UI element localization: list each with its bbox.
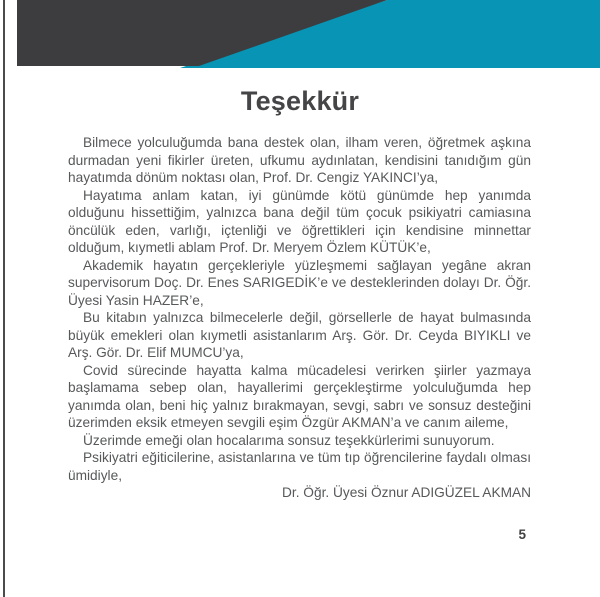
paragraph: Covid sürecinde hayatta kalma mücadelesi verirken şiirler yazmaya başlamama sebep olan, hayallerimi gerçekleştirme yolculuğumda hep yanımda olan, beni hiç yalnız bırakmayan, sevgi, sabrı ve sonsuz desteğini üzerimden eksik etmeyen sevgili eşim Özgür AKMAN’a ve canım aileme, <box>68 362 531 430</box>
author-signature: Dr. Öğr. Üyesi Öznur ADIGÜZEL AKMAN <box>282 485 531 500</box>
acknowledgments-text <box>68 134 531 502</box>
paragraph: Bilmece yolculuğumda bana destek olan, ilham veren, öğretmek aşkına durmadan yeni fikirler üreten, ufkumu aydınlatan, kendisini tanıdığım gün hayatımda dönüm noktası olan, Prof. Dr. Cengiz YAKINCI’ya, <box>68 135 531 185</box>
paragraph: Üzerimde emeği olan hocalarıma sonsuz teşekkürlerimi sunuyorum. <box>83 432 495 448</box>
header-banner <box>0 0 600 68</box>
paragraph: Hayatıma anlam katan, iyi günümde kötü günümde hep yanımda olduğunu hissettiğim, yalnızca bana değil tüm çocuk psikiyatri camiasına öncülük eden, varlığı, içtenliği ve öğrettikleri için kendisine minnettar olduğum, kıymetli ablam Prof. Dr. Meryem Özlem KÜTÜK’e, <box>68 187 531 255</box>
paragraph: Bu kitabın yalnızca bilmecelerle değil, görsellerle de hayat bulmasında büyük emekleri olan kıymetli asistanlarım Arş. Gör. Dr. Ceyda BIYIKLI ve Arş. Gör. Dr. Elif MUMCU’ya, <box>68 310 531 360</box>
paragraph: Akademik hayatın gerçekleriyle yüzleşmemi sağlayan yegâne akran supervisorum Doç. Dr. Enes SARIGEDİK’e ve desteklerinden dolayı Dr. Öğr. Üyesi Yasin HAZER’e, <box>68 257 531 308</box>
page-number: 5 <box>518 527 526 542</box>
paragraph: Psikiyatri eğiticilerine, asistanlarına ve tüm tıp öğrencilerine faydalı olması ümidiyle, <box>68 450 531 483</box>
page-title: Teşekkür <box>240 86 360 116</box>
